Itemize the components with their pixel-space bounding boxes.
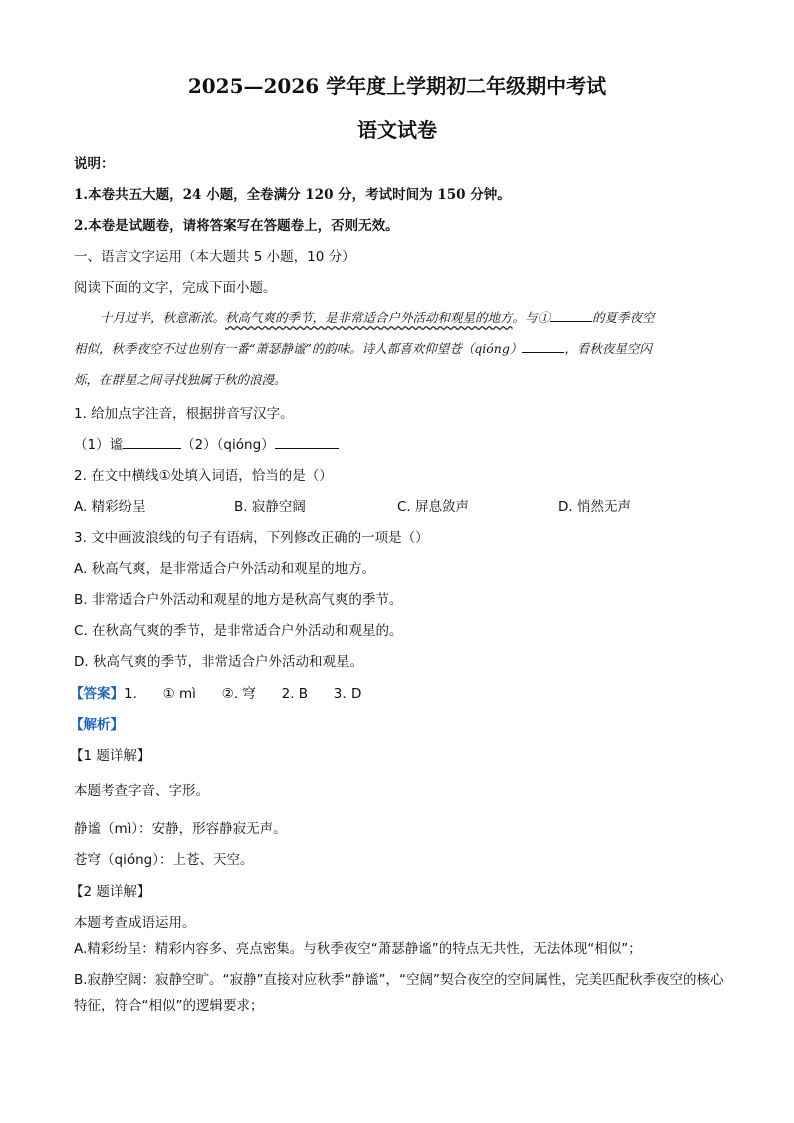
reading-passage	[74, 302, 724, 395]
analysis-label-line	[70, 713, 720, 733]
notes-label: 说明：	[74, 156, 115, 172]
exam-subtitle: 语文试卷	[357, 118, 437, 142]
wavy-underlined-sentence: 秋高气爽的季节，是非常适合户外活动和观星的地方	[225, 310, 513, 325]
q3-stem: 3. 文中画波浪线的句子有语病，下列修改正确的一项是（）	[74, 530, 429, 546]
detail-1-p1: 本题考查字音、字形。	[74, 783, 209, 799]
detail-1-heading: 【1 题详解】	[70, 748, 151, 764]
notes-item-1: 1.本卷共五大题，24 小题，全卷满分 120 分，考试时间为 150 分钟。	[74, 187, 511, 203]
section1-instruction: 阅读下面的文字，完成下面小题。	[74, 280, 277, 296]
q3-option-b: B. 非常适合户外活动和观星的地方是秋高气爽的季节。	[74, 592, 403, 608]
analysis-label: 【解析】	[70, 717, 124, 733]
blank-qiong	[522, 340, 564, 353]
notes-item-2: 2.本卷是试题卷，请将答案写在答题卷上，否则无效。	[74, 218, 399, 234]
passage-line-3: 烁，在群星之间寻找独属于秋的浪漫。	[74, 372, 287, 387]
q3-option-d: D. 秋高气爽的季节，非常适合户外活动和观星。	[74, 654, 363, 670]
q2-stem: 2. 在文中横线①处填入词语，恰当的是（）	[74, 468, 333, 484]
q2-option-c: C. 屏息敛声	[397, 499, 470, 515]
q1-blank-1	[123, 436, 181, 449]
answer-line	[70, 682, 720, 702]
detail-2-heading: 【2 题详解】	[70, 884, 151, 900]
detail-2-p3: B.寂静空阔：寂静空旷。“寂静”直接对应秋季“静谧”，“空阔”契合夜空的空间属性，完美匹配秋季夜空的核心特征，符合“相似”的逻辑要求；	[74, 972, 724, 1014]
answer-text: 1. ① mì ②. 穹 2. B 3. D	[124, 686, 362, 702]
detail-2-p2: A.精彩纷呈：精彩内容多、亮点密集。与秋季夜空“萧瑟静谧”的特点无共性，无法体现“相似”；	[74, 941, 642, 957]
passage-line-1: 十月过半，秋意渐浓。秋高气爽的季节，是非常适合户外活动和观星的地方。与① 的夏季夜空	[100, 310, 655, 325]
q2-option-d: D. 悄然无声	[558, 499, 631, 515]
q2-option-b: B. 寂静空阔	[234, 499, 306, 515]
q3-option-c: C. 在秋高气爽的季节，是非常适合户外活动和观星的。	[74, 623, 403, 639]
q1-subitems: （1）谧 （2）（qióng）	[74, 433, 724, 453]
passage-line-2: 相似，秋季夜空不过也别有一番“萧瑟静谧”的韵味。诗人都喜欢仰望苍（qióng） ，看秋夜星空闪	[74, 341, 652, 356]
detail-1-p3: 苍穹（qióng）：上苍、天空。	[74, 852, 254, 868]
blank-1	[550, 309, 592, 322]
q3-option-a: A. 秋高气爽，是非常适合户外活动和观星的地方。	[74, 561, 376, 577]
q1-blank-2	[275, 436, 339, 449]
exam-title: 2025—2026 学年度上学期初二年级期中考试	[187, 74, 607, 98]
q1-stem: 1. 给加点字注音，根据拼音写汉字。	[74, 406, 294, 422]
q2-option-a: A. 精彩纷呈	[74, 499, 146, 515]
detail-1-p2: 静谧（mì）：安静，形容静寂无声。	[74, 821, 287, 837]
section1-heading: 一、语言文字运用（本大题共 5 小题，10 分）	[74, 249, 356, 265]
detail-2-p1: 本题考查成语运用。	[74, 915, 196, 931]
answer-label: 【答案】	[70, 686, 124, 702]
